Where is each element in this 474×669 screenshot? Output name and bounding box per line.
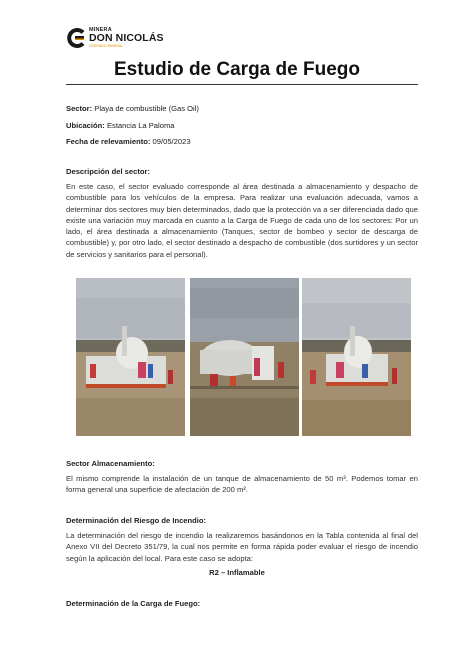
logo-line1: MINERA — [89, 26, 112, 33]
almacenamiento-heading: Sector Almacenamiento: — [66, 459, 155, 468]
almacenamiento-text: El mismo comprende la instalación de un tanque de almacenamiento de 50 m³. Podemos tomar en forma general una superficie de afectación de 200 m². — [66, 474, 418, 495]
meta-fecha-label: Fecha de relevamiento: — [66, 137, 151, 146]
meta-sector — [66, 104, 199, 113]
meta-fecha — [66, 137, 191, 146]
meta-fecha-value: 09/05/2023 — [152, 137, 191, 146]
logo-mark-icon — [66, 28, 86, 48]
photo-fuel-station-1 — [76, 278, 185, 436]
logo-line3: CERRADO MINERAL — [89, 43, 124, 48]
photo-fuel-station-3 — [302, 278, 411, 436]
meta-sector-label: Sector: — [66, 104, 93, 113]
meta-ubicacion — [66, 121, 175, 130]
descripcion-heading: Descripción del sector: — [66, 167, 150, 176]
title-divider — [66, 84, 418, 85]
company-logo — [66, 27, 164, 49]
meta-sector-value: Playa de combustible (Gas Oil) — [94, 104, 199, 113]
carga-heading: Determinación de la Carga de Fuego: — [66, 599, 201, 608]
logo-line2: DON NICOLÁS — [89, 32, 164, 45]
descripcion-text: En este caso, el sector evaluado corresponde al área destinada a almacenamiento y despacho de combustible para los vehículos de la empresa. Para realizar una evaluación adecuada, vamos a determinar dos sectores muy bien determinados, dado que la protección va a ser diferenciada dado que existe una variación muy marcada en cuanto a la Carga de Fuego de cada uno de los sectores: Por un lado, el área destinada a almacenamiento (Tanques, sector de bombeo y sector de descarga de combustible) y, por otro lado, el sector destinado a despacho de combustible (dos surtidores y un sector de servicios y sanitarios para el personal). — [66, 182, 418, 259]
photo-fuel-station-2 — [190, 278, 299, 436]
meta-ubicacion-label: Ubicación: — [66, 121, 105, 130]
riesgo-heading: Determinación del Riesgo de Incendio: — [66, 516, 207, 525]
page-title: Estudio de Carga de Fuego — [114, 59, 360, 80]
meta-ubicacion-value: Estancia La Paloma — [106, 121, 175, 130]
riesgo-result: R2 – Inflamable — [209, 568, 265, 577]
riesgo-text: La determinación del riesgo de incendio la realizaremos basándonos en la Tabla contenida al final del Anexo VII del Decreto 351/79, la cual nos permite en forma rápida poder evaluar el riesgo de incendio según la aplicación del local. Para este caso se adopta: — [66, 531, 418, 563]
